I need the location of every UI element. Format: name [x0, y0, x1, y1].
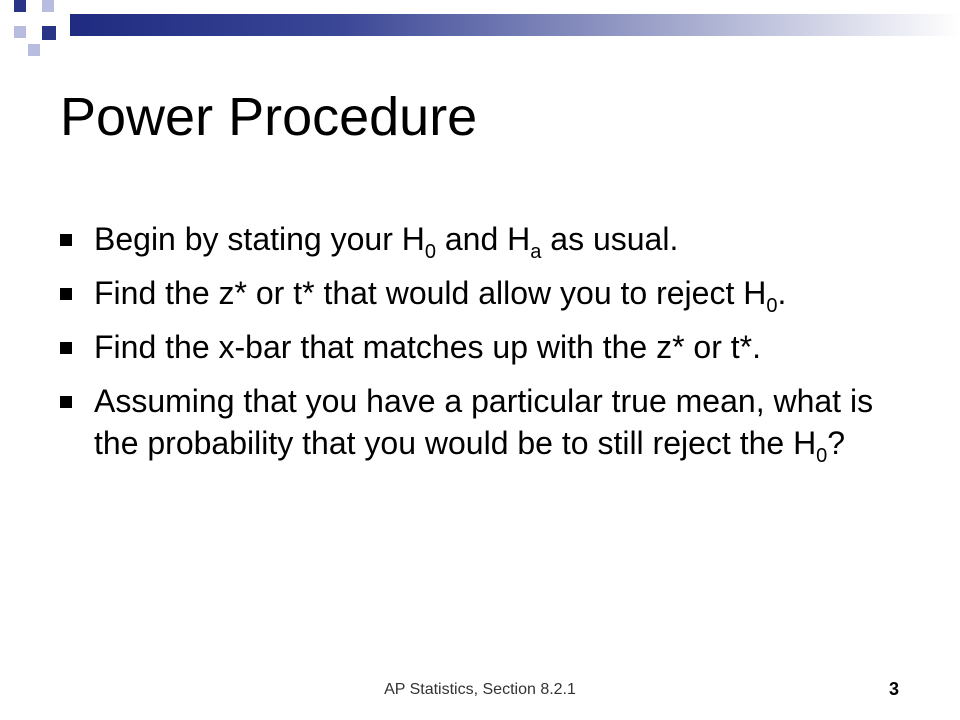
square-bullet-icon — [60, 342, 72, 354]
slide-title: Power Procedure — [60, 87, 478, 147]
subscript: 0 — [816, 445, 828, 467]
subscript: a — [530, 241, 542, 263]
bullet-list — [60, 218, 900, 476]
bullet-text: and H — [435, 221, 531, 257]
bullet-item — [60, 218, 900, 263]
bullet-item — [60, 272, 900, 317]
bullet-text: . — [777, 275, 787, 311]
square-bullet-icon — [60, 396, 72, 408]
subscript: 0 — [424, 241, 436, 263]
header-gradient-bar — [70, 14, 960, 36]
bullet-text: Find the x-bar that matches up with the z* or t*. — [94, 329, 761, 365]
square-dark-2 — [42, 26, 56, 40]
square-light-1 — [42, 0, 54, 12]
square-bullet-icon — [60, 234, 72, 246]
square-dark-1 — [14, 0, 26, 12]
subscript: 0 — [766, 295, 778, 317]
bullet-text: Begin by stating your H — [94, 221, 425, 257]
square-bullet-icon — [60, 288, 72, 300]
bullet-text: ? — [827, 425, 846, 461]
bullet-item — [60, 380, 900, 467]
decorative-squares — [0, 0, 80, 60]
square-light-2 — [14, 26, 26, 38]
slide-footer: AP Statistics, Section 8.2.1 — [384, 681, 576, 698]
square-light-3 — [28, 44, 40, 56]
bullet-text: Assuming that you have a particular true mean, what is the probability that you would be to still reject the H — [94, 383, 874, 461]
bullet-text: as usual. — [541, 221, 679, 257]
page-number: 3 — [889, 679, 900, 699]
bullet-item — [60, 326, 900, 368]
bullet-text: Find the z* or t* that would allow you to reject H — [94, 275, 767, 311]
